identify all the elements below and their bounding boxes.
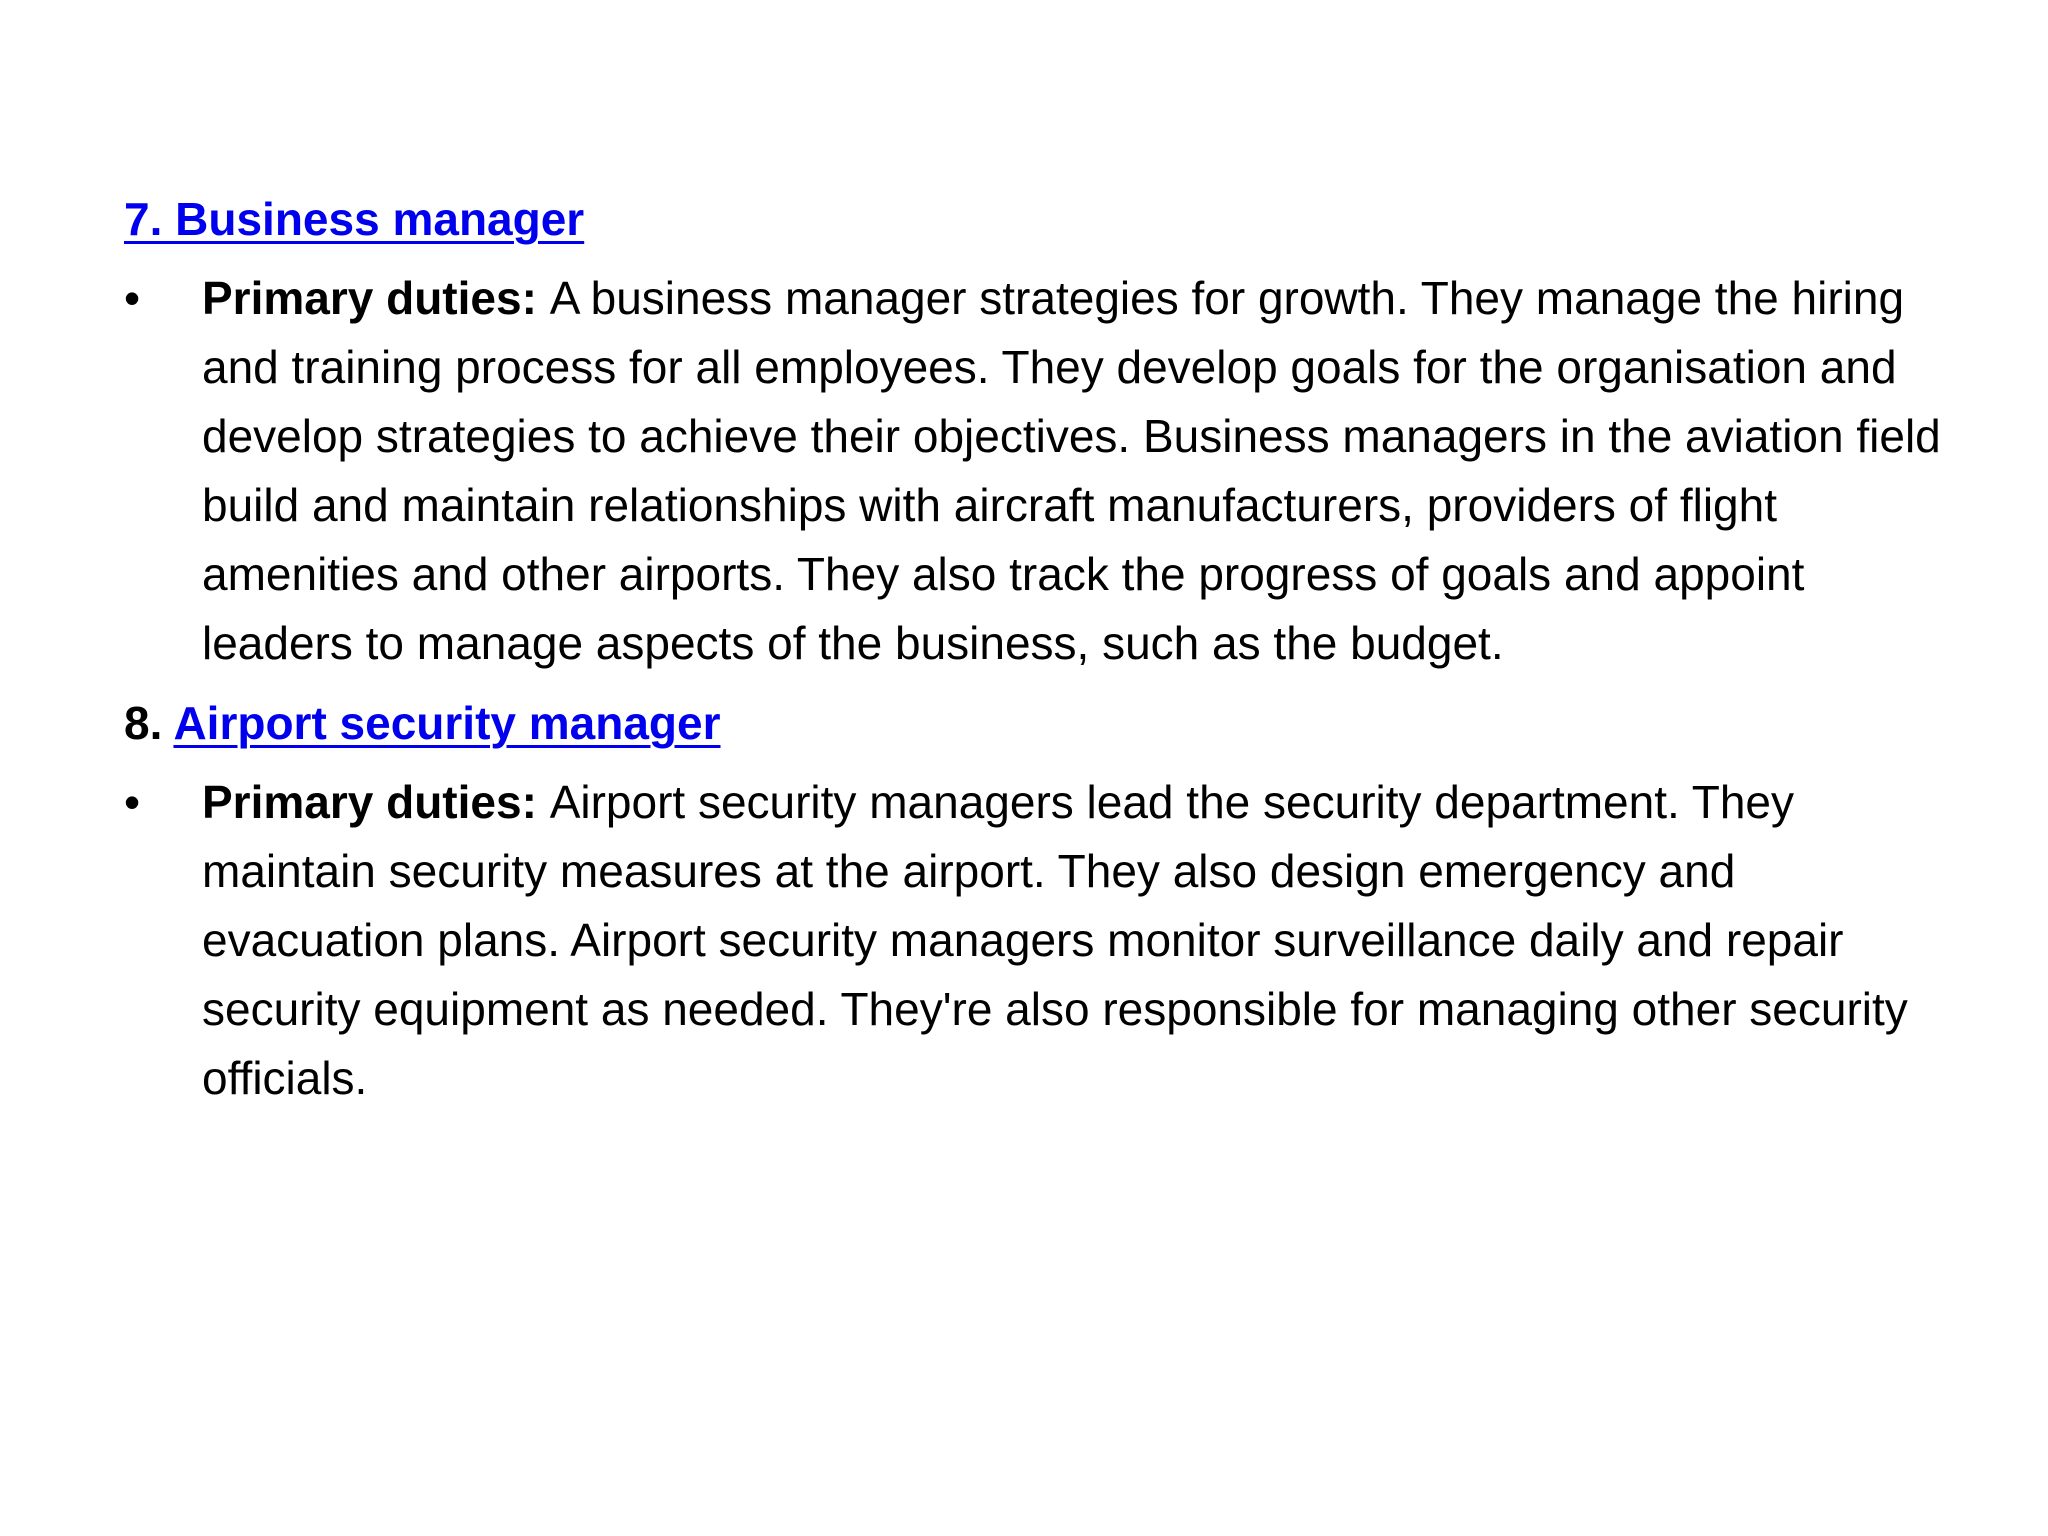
slide-content — [124, 188, 1941, 1113]
business-manager-bullet — [124, 264, 1944, 678]
bullet-icon: • — [124, 272, 141, 324]
business-manager-link[interactable]: 7. Business manager — [124, 193, 585, 245]
primary-duties-label: Primary duties: — [202, 272, 550, 324]
section-heading-airport-security-manager — [124, 692, 1924, 754]
section-heading-business-manager — [124, 188, 1924, 250]
business-manager-duties-text: A business manager strategies for growth. They manage the hiring and training process for all employees. They develop goals for the organisation and develop strategies to achieve their objectives. Business managers in the aviation field build and maintain relationships with aircraft manufacturers, providers of flight amenities and other airports. They also track the progress of goals and appoint leaders to manage aspects of the business, such as the budget. — [202, 272, 1941, 669]
airport-security-manager-link[interactable]: Airport security manager — [173, 697, 721, 749]
airport-security-manager-duties-text: Airport security managers lead the security department. They maintain security measures at the airport. They also design emergency and evacuation plans. Airport security managers monitor surveillance daily and repair security equipment as needed. They're also responsible for managing other security officials. — [202, 776, 1908, 1104]
airport-security-manager-bullet — [124, 768, 1944, 1113]
heading-number: 8. — [124, 697, 174, 749]
bullet-icon: • — [124, 776, 141, 828]
primary-duties-label: Primary duties: — [202, 776, 550, 828]
